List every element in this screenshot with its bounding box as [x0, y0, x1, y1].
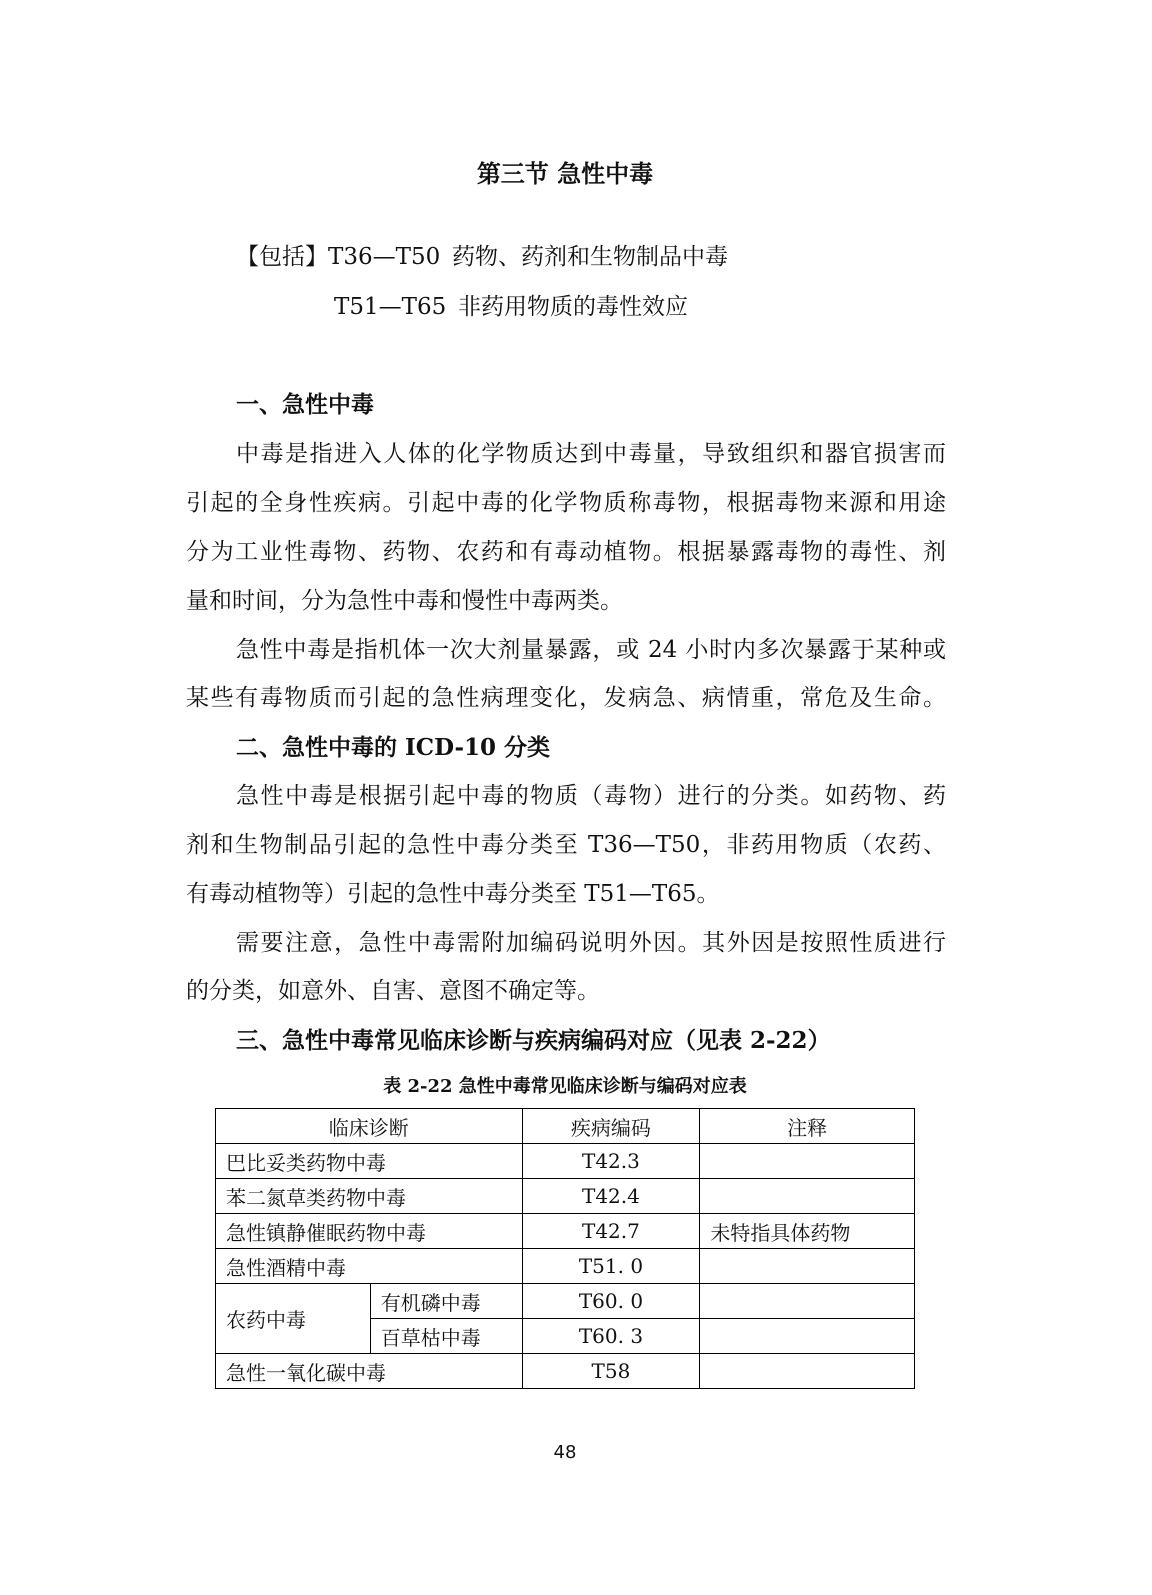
table-row: [216, 1284, 915, 1319]
code-table: [215, 1108, 915, 1389]
paragraph-line: 量和时间，分为急性中毒和慢性中毒两类。: [186, 588, 623, 614]
paragraph-line: 中毒是指进入人体的化学物质达到中毒量，导致组织和器官损害而: [236, 441, 946, 467]
code-cell: T51. 0: [522, 1249, 700, 1284]
inclusion-label: 【包括】: [236, 244, 328, 270]
inclusion-desc: 药物、药剂和生物制品中毒: [452, 244, 728, 270]
code-cell: T58: [522, 1354, 700, 1389]
table-row: [216, 1144, 915, 1179]
note-cell: [700, 1144, 915, 1179]
paragraph-line: 分为工业性毒物、药物、农药和有毒动植物。根据暴露毒物的毒性、剂: [186, 539, 946, 565]
paragraph-line: 急性中毒是指机体一次大剂量暴露，或 24 小时内多次暴露于某种或: [236, 637, 946, 663]
code-cell: T60. 0: [522, 1284, 700, 1319]
code-cell: T42.3: [522, 1144, 700, 1179]
inclusion-desc: 非药用物质的毒性效应: [458, 294, 688, 320]
table-row: [216, 1354, 915, 1389]
note-cell: [700, 1249, 915, 1284]
table-row: [216, 1214, 915, 1249]
paragraph-line: 急性中毒是根据引起中毒的物质（毒物）进行的分类。如药物、药: [236, 783, 946, 809]
note-cell: [700, 1319, 915, 1354]
inclusion-code: T51—T65: [334, 294, 447, 320]
inclusion-row-2: [334, 288, 688, 321]
heading-acute-poisoning: 一、急性中毒: [236, 391, 374, 418]
column-header: 注释: [700, 1109, 915, 1144]
note-cell: 未特指具体药物: [700, 1214, 915, 1249]
section-title: 第三节 急性中毒: [476, 159, 654, 188]
sub-diagnosis-cell: 百草枯中毒: [370, 1319, 522, 1354]
heading-icd10: 二、急性中毒的 ICD-10 分类: [236, 734, 551, 761]
heading-table-ref: 三、急性中毒常见临床诊断与疾病编码对应（见表 2-22）: [236, 1027, 831, 1054]
diagnosis-cell: 急性酒精中毒: [216, 1249, 523, 1284]
inclusion-row-1: [236, 238, 728, 271]
paragraph-line: 需要注意，急性中毒需附加编码说明外因。其外因是按照性质进行: [236, 930, 946, 956]
table-header-row: [216, 1109, 915, 1144]
paragraph-line: 有毒动植物等）引起的急性中毒分类至 T51—T65。: [186, 881, 720, 907]
diagnosis-cell: 巴比妥类药物中毒: [216, 1144, 523, 1179]
note-cell: [700, 1179, 915, 1214]
diagnosis-group-cell: 农药中毒: [216, 1284, 371, 1354]
column-header: 临床诊断: [216, 1109, 523, 1144]
sub-diagnosis-cell: 有机磷中毒: [370, 1284, 522, 1319]
table-row: [216, 1179, 915, 1214]
page-number: 48: [553, 1442, 577, 1463]
table-row: [216, 1249, 915, 1284]
note-cell: [700, 1354, 915, 1389]
code-cell: T42.7: [522, 1214, 700, 1249]
column-header: 疾病编码: [522, 1109, 700, 1144]
note-cell: [700, 1284, 915, 1319]
paragraph-line: 引起的全身性疾病。引起中毒的化学物质称毒物，根据毒物来源和用途: [186, 490, 946, 516]
table-caption: 表 2-22 急性中毒常见临床诊断与编码对应表: [383, 1076, 747, 1097]
inclusion-code: T36—T50: [328, 244, 441, 270]
code-cell: T60. 3: [522, 1319, 700, 1354]
diagnosis-cell: 苯二氮草类药物中毒: [216, 1179, 523, 1214]
paragraph-line: 某些有毒物质而引起的急性病理变化，发病急、病情重，常危及生命。: [186, 685, 946, 711]
diagnosis-cell: 急性一氧化碳中毒: [216, 1354, 523, 1389]
code-cell: T42.4: [522, 1179, 700, 1214]
paragraph-line: 的分类，如意外、自害、意图不确定等。: [186, 978, 600, 1004]
diagnosis-cell: 急性镇静催眠药物中毒: [216, 1214, 523, 1249]
paragraph-line: 剂和生物制品引起的急性中毒分类至 T36—T50，非药用物质（农药、: [186, 832, 946, 858]
